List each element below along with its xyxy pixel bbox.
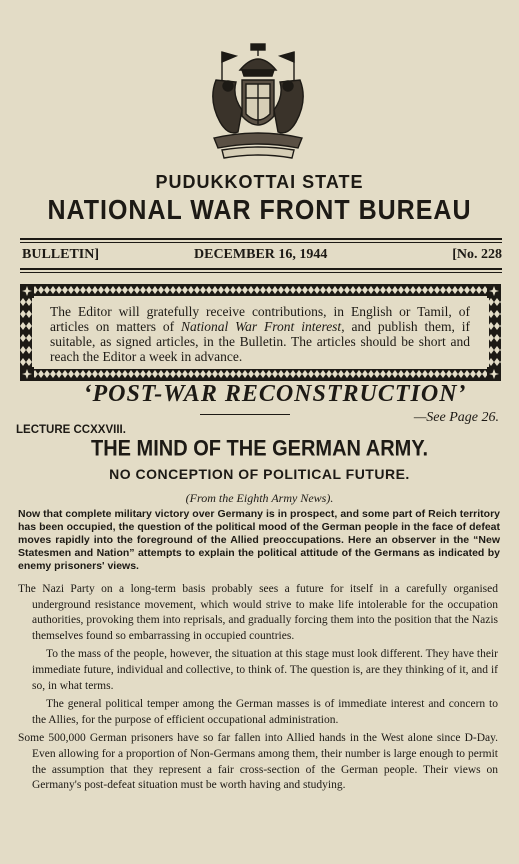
header-rule-top-thin	[20, 242, 502, 243]
paragraph: Some 500,000 German prisoners have so far fallen into Allied hands in the West alone since D-Day. Even allowing for a proportion of Non-Germans among them, their number is large enough to permit the assumption that they represent a fair cross-section of the German people. Their views on Germany's post-defeat situation must be worth having and studying.	[18, 732, 498, 792]
lecture-number: LECTURE CCXXVIII.	[16, 424, 126, 436]
bulletin-date: DECEMBER 16, 1944	[194, 247, 328, 262]
state-name: PUDUKKOTTAI STATE	[155, 172, 364, 192]
notice-text-end: , and publish them, if suitable, as signed articles, in the Bulletin. The articles should be short and reach the Editor a week in advance.	[50, 319, 470, 364]
see-page-reference: —See Page 26.	[413, 410, 499, 425]
article-body	[18, 582, 498, 797]
series-title: ‘POST-WAR RECONSTRUCTION’	[83, 381, 467, 407]
header-rule-top	[20, 238, 502, 240]
series-title-underline	[200, 414, 290, 415]
paragraph: To the mass of the people, however, the situation at this stage must look different. They have their immediate future, individual and collective, to think of. The question is, are they thinking of it, and if so, in what terms.	[32, 648, 498, 692]
coat-of-arms-emblem	[202, 40, 314, 168]
paragraph: The Nazi Party on a long-term basis probably sees a future for itself in a carefully organised underground resistance movement, which would strive to make life intolerable for the occupation authorities, provoking them into reprisals, and gradually forcing them into the position that the Nazis themselves found so embarrassing in occupied countries.	[18, 583, 498, 642]
notice-text-italic: National War Front interest	[181, 319, 342, 334]
paragraph: The general political temper among the German masses is of immediate interest and concern to the Allies, for the purpose of efficient occupational administration.	[32, 698, 498, 726]
article-source: (From the Eighth Army News).	[185, 491, 334, 505]
article-intro: Now that complete military victory over Germany is in prospect, and some part of Reich territory has been occupied, the question of the political mood of the German people in the face of defeat moves rapidly into the foreground of the Allied preoccupations. Here an observer in the “New Statesmen and Nation” attempts to explain the political attitude of the Germans as indicated by enemy prisoners' views.	[18, 508, 500, 572]
editor-notice	[50, 304, 470, 364]
header-rule-bottom-thin	[20, 272, 502, 273]
notice-text-start: The Editor will gratefully receive contributions, in English or Tamil, of articles on matters of	[50, 304, 470, 334]
article-subheadline: NO CONCEPTION OF POLITICAL FUTURE.	[109, 466, 410, 482]
bureau-title: NATIONAL WAR FRONT BUREAU	[47, 194, 472, 226]
bulletin-info-row	[22, 247, 502, 267]
article-headline: THE MIND OF THE GERMAN ARMY.	[90, 436, 429, 462]
header-rule-bottom	[20, 268, 502, 270]
bulletin-label: BULLETIN]	[22, 247, 100, 262]
bulletin-number: [No. 228	[452, 247, 502, 262]
